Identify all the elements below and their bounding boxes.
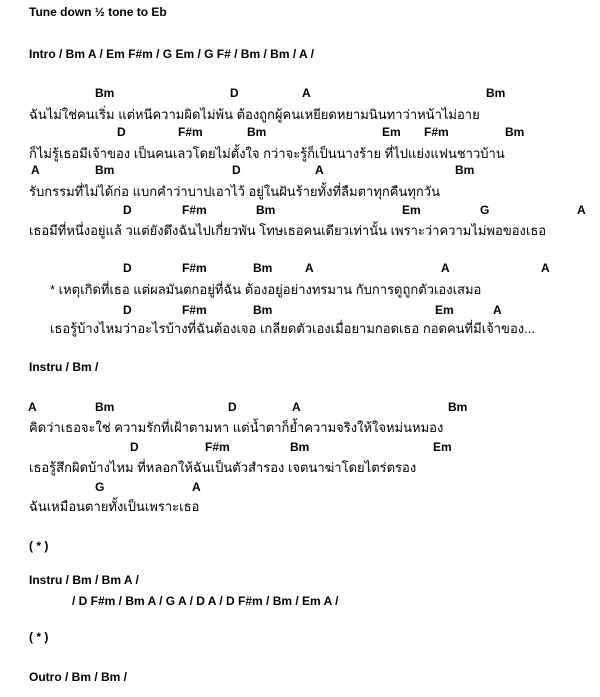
chord: D xyxy=(230,86,239,100)
chord: Em xyxy=(382,125,401,139)
chord: Bm xyxy=(486,86,506,100)
chord: Bm xyxy=(505,125,525,139)
chorus-repeat-marker: ( * ) xyxy=(29,630,49,644)
chord: F#m xyxy=(182,261,207,275)
instru-line-continued: / D F#m / Bm A / G A / D A / D F#m / Bm / Em A / xyxy=(72,594,339,608)
chorus-repeat-marker: ( * ) xyxy=(29,539,49,553)
lyric-line: เธอมีที่หนึ่งอยู่แล้ วแต่ยังดึงฉันไปเกี่ยวพัน โทษเธอคนเดียวเท่านั้น เพราะว่าความไม่พอของเธอ xyxy=(29,223,547,238)
chord: D xyxy=(232,163,241,177)
tuning-note: Tune down ½ tone to Eb xyxy=(29,5,167,19)
chord: A xyxy=(493,303,502,317)
chord: D xyxy=(117,125,126,139)
intro-line: Intro / Bm A / Em F#m / G Em / G F# / Bm / Bm / A / xyxy=(29,47,314,61)
chord: Bm xyxy=(253,303,273,317)
chord: Bm xyxy=(95,163,115,177)
lyric-line: ก็ไม่รู้เธอมีเจ้าของ เป็นคนเลวโดยไม่ตั้งใจ กว่าจะรู้ก็เป็นนางร้าย ที่ไปแย่งแฟนชาวบ้าน xyxy=(29,146,505,161)
chord: A xyxy=(441,261,450,275)
chord: Em xyxy=(433,440,452,454)
chord: F#m xyxy=(205,440,230,454)
chord: F#m xyxy=(424,125,449,139)
chord: Bm xyxy=(455,163,475,177)
chord: D xyxy=(123,203,132,217)
instru-line: Instru / Bm / Bm A / xyxy=(29,573,139,587)
chord: D xyxy=(130,440,139,454)
chord: Bm xyxy=(448,400,468,414)
chord: Bm xyxy=(256,203,276,217)
lyric-line: คิดว่าเธอจะใช่ ความรักที่เฝ้าตามหา แต่น้ำตาก็ย้ำความจริงให้ใจหม่นหมอง xyxy=(29,420,444,435)
chord: Bm xyxy=(95,400,115,414)
chord: Em xyxy=(435,303,454,317)
outro-line: Outro / Bm / Bm / xyxy=(29,670,128,684)
chord: A xyxy=(31,163,40,177)
lyric-line: ฉันไม่ใช่คนเริ่ม แต่หนีความผิดไม่พ้น ต้องถูกผู้คนเหยียดหยามนินทาว่าหน้าไม่อาย xyxy=(29,107,480,122)
chord: A xyxy=(28,400,37,414)
chord: Bm xyxy=(253,261,273,275)
chord: D xyxy=(123,261,132,275)
chord: D xyxy=(123,303,132,317)
lyric-line: * เหตุเกิดที่เธอ แต่ผลมันตกอยู่ที่ฉัน ต้องอยู่อย่างทรมาน กับการดูถูกตัวเองเสมอ xyxy=(50,282,482,297)
lyric-line: ฉันเหมือนตายทั้งเป็นเพราะเธอ xyxy=(29,499,200,514)
lyric-line: รับกรรมที่ไม่ได้ก่อ แบกคำว่าบาปเอาไว้ อยู่ในฝันร้ายทั้งที่ลืมตาทุกคืนทุกวัน xyxy=(29,184,440,199)
chord: Bm xyxy=(95,86,115,100)
chord: A xyxy=(541,261,550,275)
chord: A xyxy=(192,480,201,494)
chord: Bm xyxy=(290,440,310,454)
chord: A xyxy=(577,203,586,217)
chord: Bm xyxy=(247,125,267,139)
chord: F#m xyxy=(182,303,207,317)
chord: G xyxy=(95,480,105,494)
chord: A xyxy=(305,261,314,275)
chord: A xyxy=(302,86,311,100)
chord: A xyxy=(315,163,324,177)
lyric-line: เธอรู้สึกผิดบ้างไหม ที่หลอกให้ฉันเป็นตัวสำรอง เจตนาฆ่าโดยไตร่ตรอง xyxy=(29,460,417,475)
instru-line: Instru / Bm / xyxy=(29,360,99,374)
chord: A xyxy=(292,400,301,414)
lyric-line: เธอรู้บ้างไหมว่าอะไรบ้างที่ฉันต้องเจอ เกลียดตัวเองเมื่อยามกอดเธอ กอดคนที่มีเจ้าของ... xyxy=(50,321,535,336)
chord: D xyxy=(228,400,237,414)
chord: F#m xyxy=(178,125,203,139)
chord: G xyxy=(480,203,490,217)
chord: Em xyxy=(402,203,421,217)
chord: F#m xyxy=(182,203,207,217)
